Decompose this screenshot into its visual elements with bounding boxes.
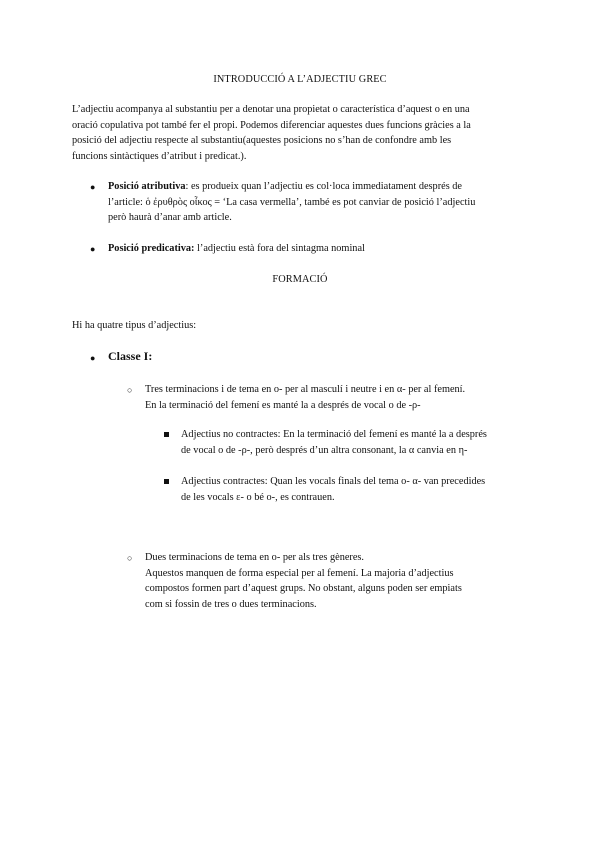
circle-bullet-icon: ○ (127, 553, 133, 563)
sub-1-line-2: En la terminació del femení es manté la a després de vocal o de -ρ- (145, 399, 421, 411)
intro-line-3: posició del adjectiu respecte al substantiu(aquestes posicions no s’han de confondre amb les (72, 135, 452, 146)
atributiva-line-2: l’article: ὁ ἐρυθρὸς οἶκος = ‘La casa vermella’, també es pot canviar de posició l’adjectiu (108, 196, 476, 208)
no-contractes-line-2: de vocal o de -ρ-, però després d’un altra consonant, la α canvia en η- (181, 444, 468, 456)
intro-line-1: L’adjectiu acompanya al substantiu per a denotar una propietat o característica d’aquest o en una (72, 104, 470, 115)
contractes-item (181, 474, 541, 505)
sub-2-line-1: Dues terminacions de tema en o- per als tres gèneres. (145, 552, 365, 563)
classe-1-sub-2 (145, 550, 545, 612)
no-contractes-item (181, 427, 541, 458)
bullet-icon: ● (90, 182, 96, 192)
bullet-icon: ● (90, 353, 96, 363)
sub-1-line-1: Tres terminacions i de tema en o- per al masculí i neutre i en α- per al femení. (145, 384, 466, 395)
classe-1-heading: Classe I: (108, 349, 153, 363)
tipus-intro: Hi ha quatre tipus d’adjectius: (72, 320, 197, 331)
atributiva-line-3: però haurà d’anar amb article. (108, 212, 232, 223)
square-bullet-icon (164, 479, 169, 484)
intro-line-4: funcions sintàctiques d’atribut i predicat.). (72, 150, 247, 162)
sub-2-line-2: Aquestos manquen de forma especial per al femení. La majoria d’adjectius (145, 567, 454, 579)
predicativa-term: Posició predicativa: (108, 243, 195, 254)
page-title: INTRODUCCIÓ A L’ADJECTIU GREC (213, 74, 387, 85)
circle-bullet-icon: ○ (127, 385, 133, 395)
predicativa-item (108, 241, 538, 257)
formacio-heading: FORMACIÓ (272, 274, 328, 285)
atributiva-line-1: : es produeix quan l’adjectiu es col·loca immediatament després de (185, 181, 463, 192)
atributiva-item (108, 179, 538, 226)
no-contractes-line-1: Adjectius no contractes: En la terminació del femení es manté la a després (181, 429, 487, 440)
atributiva-term: Posició atributiva (108, 181, 186, 192)
intro-line-2: oració copulativa pot també fer el propi. Podemos diferenciar aquestes dues funcions gràcies a la (72, 119, 471, 131)
sub-2-line-4: com si fossin de tres o dues terminacions. (145, 598, 317, 610)
contractes-line-1: Adjectius contractes: Quan les vocals finals del tema o- α- van precedides (181, 476, 486, 487)
classe-1-sub-1 (145, 382, 545, 413)
square-bullet-icon (164, 432, 169, 437)
sub-2-line-3: compostos formen part d’aquest grups. No obstant, alguns poden ser empiats (145, 583, 462, 594)
predicativa-text: l’adjectiu està fora del sintagma nominal (194, 243, 365, 254)
contractes-line-2: de les vocals ε- o bé o-, es contrauen. (181, 491, 335, 503)
bullet-icon: ● (90, 244, 96, 254)
intro-paragraph (72, 102, 532, 164)
